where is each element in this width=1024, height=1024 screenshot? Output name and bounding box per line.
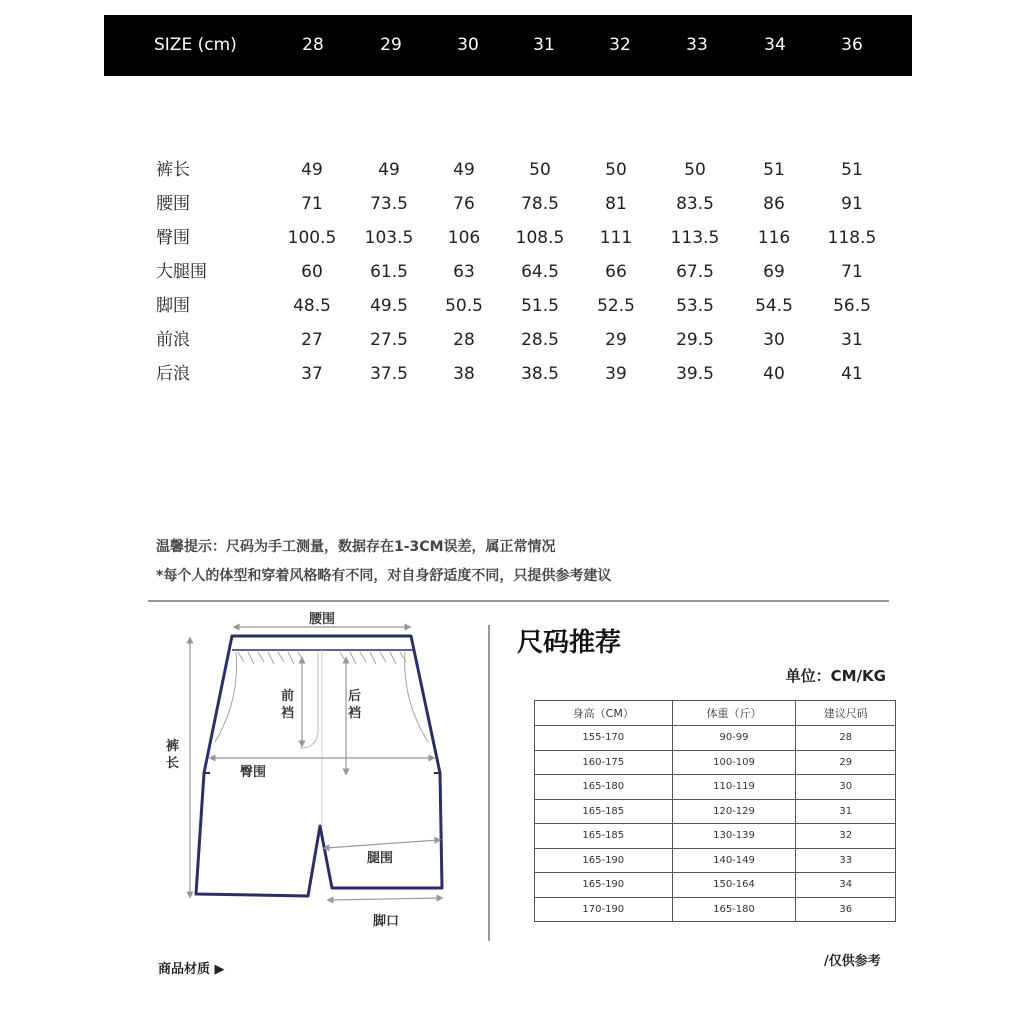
table-cell: 83.5 [676, 194, 714, 214]
table-cell: 91 [841, 194, 863, 214]
size-header-cell: 29 [380, 35, 402, 55]
front-rise-label: 裆 [281, 706, 295, 721]
table-row [0, 323, 1024, 357]
table-cell: 108.5 [515, 228, 565, 248]
row-label: 腰围 [156, 194, 190, 214]
table-cell: 113.5 [670, 228, 720, 248]
table-cell: 86 [763, 194, 785, 214]
table-cell: 38.5 [521, 364, 559, 384]
size-cell: 29 [796, 750, 896, 775]
table-cell: 39.5 [676, 364, 714, 384]
table-cell: 106 [447, 228, 481, 248]
table-cell: 63 [453, 262, 475, 282]
row-label: 裤长 [156, 160, 190, 180]
table-cell: 71 [841, 262, 863, 282]
table-cell: 116 [757, 228, 791, 248]
reference-note: /仅供参考 [824, 954, 881, 969]
weight-cell: 90-99 [672, 726, 796, 751]
fit-note: *每个人的体型和穿着风格略有不同，对自身舒适度不同，只提供参考建议 [156, 568, 612, 584]
table-cell: 49 [301, 160, 323, 180]
table-cell: 51.5 [521, 296, 559, 316]
weight-cell: 140-149 [672, 848, 796, 873]
size-cell: 32 [796, 824, 896, 849]
size-cell: 33 [796, 848, 896, 873]
table-cell: 37.5 [370, 364, 408, 384]
table-cell: 71 [301, 194, 323, 214]
size-header-cell: 28 [302, 35, 324, 55]
material-section-heading: 商品材质 ▶ [158, 962, 225, 977]
size-header-cell: 32 [609, 35, 631, 55]
size-header-cell: 31 [533, 35, 555, 55]
row-label: 大腿围 [156, 262, 207, 282]
table-header-row [535, 701, 896, 726]
size-cell: 36 [796, 897, 896, 922]
table-row [535, 824, 896, 849]
length-label: 长 [166, 756, 180, 771]
table-cell: 38 [453, 364, 475, 384]
table-cell: 48.5 [293, 296, 331, 316]
table-cell: 69 [763, 262, 785, 282]
row-label: 脚围 [156, 296, 190, 316]
height-cell: 155-170 [535, 726, 673, 751]
table-row [0, 187, 1024, 221]
table-cell: 78.5 [521, 194, 559, 214]
recommendation-unit: 单位：CM/KG [785, 667, 886, 685]
table-cell: 51 [841, 160, 863, 180]
row-label: 前浪 [156, 330, 190, 350]
table-cell: 27.5 [370, 330, 408, 350]
table-cell: 51 [763, 160, 785, 180]
table-cell: 39 [605, 364, 627, 384]
size-header-bar [104, 15, 912, 76]
table-cell: 31 [841, 330, 863, 350]
size-cell: 28 [796, 726, 896, 751]
weight-cell: 130-139 [672, 824, 796, 849]
size-header-label: SIZE (cm) [154, 35, 237, 55]
table-cell: 30 [763, 330, 785, 350]
table-cell: 66 [605, 262, 627, 282]
table-cell: 56.5 [833, 296, 871, 316]
size-cell: 30 [796, 775, 896, 800]
size-header-cell: 34 [764, 35, 786, 55]
column-header-height: 身高（CM） [535, 701, 673, 726]
weight-cell: 110-119 [672, 775, 796, 800]
table-cell: 41 [841, 364, 863, 384]
table-cell: 28 [453, 330, 475, 350]
table-cell: 54.5 [755, 296, 793, 316]
weight-cell: 165-180 [672, 897, 796, 922]
table-cell: 103.5 [364, 228, 414, 248]
column-divider [488, 625, 490, 941]
size-header-cell: 30 [457, 35, 479, 55]
row-label: 臀围 [156, 228, 190, 248]
height-cell: 165-190 [535, 873, 673, 898]
column-header-weight: 体重（斤） [672, 701, 796, 726]
table-cell: 28.5 [521, 330, 559, 350]
table-cell: 52.5 [597, 296, 635, 316]
table-row [535, 726, 896, 751]
table-cell: 50 [529, 160, 551, 180]
weight-cell: 100-109 [672, 750, 796, 775]
table-row [535, 775, 896, 800]
table-cell: 118.5 [827, 228, 877, 248]
shorts-diagram [150, 600, 486, 940]
weight-cell: 120-129 [672, 799, 796, 824]
size-header-cell: 36 [841, 35, 863, 55]
table-cell: 49 [453, 160, 475, 180]
table-row [0, 289, 1024, 323]
table-cell: 50.5 [445, 296, 483, 316]
table-cell: 111 [599, 228, 633, 248]
table-cell: 49 [378, 160, 400, 180]
table-cell: 49.5 [370, 296, 408, 316]
table-cell: 100.5 [287, 228, 337, 248]
size-cell: 34 [796, 873, 896, 898]
table-cell: 67.5 [676, 262, 714, 282]
table-cell: 27 [301, 330, 323, 350]
table-cell: 29.5 [676, 330, 714, 350]
recommendation-table [534, 700, 896, 922]
recommendation-title: 尺码推荐 [517, 628, 622, 658]
table-row [535, 848, 896, 873]
weight-cell: 150-164 [672, 873, 796, 898]
size-cell: 31 [796, 799, 896, 824]
height-cell: 160-175 [535, 750, 673, 775]
height-cell: 170-190 [535, 897, 673, 922]
length-label: 裤 [166, 739, 180, 754]
table-row [0, 255, 1024, 289]
table-row [535, 873, 896, 898]
hem-label: 脚口 [373, 914, 400, 929]
table-cell: 53.5 [676, 296, 714, 316]
front-rise-label: 前 [281, 689, 295, 704]
table-row [0, 221, 1024, 255]
hip-label: 臀围 [240, 765, 267, 780]
table-row [535, 750, 896, 775]
table-row [0, 357, 1024, 391]
table-cell: 81 [605, 194, 627, 214]
back-rise-label: 后 [348, 689, 362, 704]
height-cell: 165-185 [535, 824, 673, 849]
size-header-cell: 33 [686, 35, 708, 55]
table-cell: 37 [301, 364, 323, 384]
height-cell: 165-180 [535, 775, 673, 800]
table-cell: 50 [605, 160, 627, 180]
waist-label: 腰围 [309, 612, 336, 627]
table-cell: 50 [684, 160, 706, 180]
column-header-size: 建议尺码 [796, 701, 896, 726]
height-cell: 165-190 [535, 848, 673, 873]
table-row [535, 799, 896, 824]
table-cell: 60 [301, 262, 323, 282]
row-label: 后浪 [156, 364, 190, 384]
table-cell: 61.5 [370, 262, 408, 282]
table-row [0, 153, 1024, 187]
table-cell: 40 [763, 364, 785, 384]
table-row [535, 897, 896, 922]
table-cell: 29 [605, 330, 627, 350]
table-cell: 64.5 [521, 262, 559, 282]
back-rise-label: 裆 [348, 706, 362, 721]
measurement-note: 温馨提示：尺码为手工测量，数据存在1-3CM误差，属正常情况 [156, 539, 556, 555]
height-cell: 165-185 [535, 799, 673, 824]
table-cell: 73.5 [370, 194, 408, 214]
table-cell: 76 [453, 194, 475, 214]
thigh-label: 腿围 [367, 851, 394, 866]
